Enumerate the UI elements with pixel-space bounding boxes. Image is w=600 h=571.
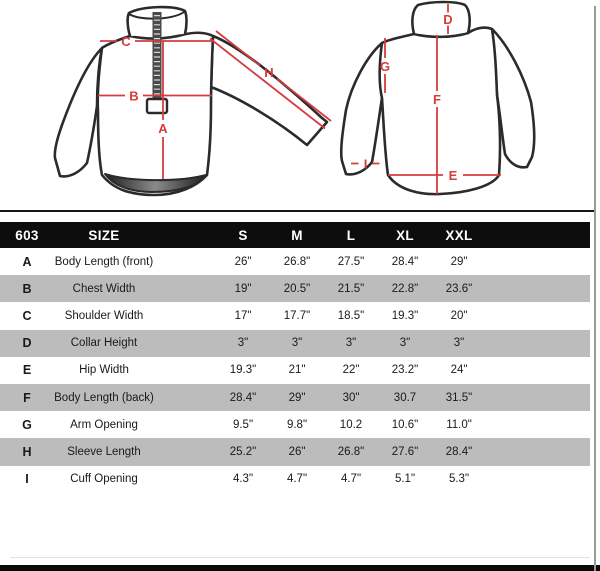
row-label: Cuff Opening (70, 473, 138, 486)
cell-value: 9.8" (286, 418, 308, 431)
label-C: C (121, 34, 131, 49)
row-label: Body Length (front) (54, 255, 154, 268)
back-left-sleeve (341, 43, 382, 174)
bottom-faint-rule (10, 557, 590, 558)
cell-value: 28.4" (445, 445, 473, 458)
cell-value: 5.1" (394, 473, 416, 486)
jacket-front-view (55, 7, 327, 195)
row-letter: H (22, 444, 32, 459)
label-I: I (363, 156, 368, 172)
front-left-sleeve (55, 48, 102, 176)
size-header-label: SIZE (88, 227, 120, 243)
row-letter: D (22, 336, 32, 351)
col-header-xl: XL (396, 227, 414, 243)
cell-value: 30.7 (393, 391, 417, 404)
cell-value: 3" (345, 337, 357, 350)
cell-value: 10.6" (391, 418, 419, 431)
col-header-l: L (346, 227, 356, 243)
cell-value: 4.3" (232, 473, 254, 486)
cell-value: 20.5" (283, 282, 311, 295)
right-page-border (594, 6, 596, 571)
jacket-measurement-diagram (0, 0, 600, 210)
row-letter: E (22, 363, 32, 378)
row-letter: B (22, 281, 32, 296)
row-label: Arm Opening (70, 418, 138, 431)
cell-value: 17.7" (283, 309, 311, 322)
cell-value: 22.8" (391, 282, 419, 295)
cell-value: 3" (399, 337, 411, 350)
cell-value: 29" (450, 255, 468, 268)
table-row (0, 411, 590, 438)
label-D: D (443, 12, 453, 27)
cell-value: 26.8" (337, 445, 365, 458)
cell-value: 19.3" (391, 309, 419, 322)
cell-value: 28.4" (229, 391, 257, 404)
cell-value: 3" (453, 337, 465, 350)
cell-value: 31.5" (445, 391, 473, 404)
row-letter: F (23, 390, 31, 405)
table-row (0, 357, 590, 384)
table-row (0, 330, 590, 357)
back-body (380, 28, 500, 195)
col-header-xxl: XXL (445, 227, 473, 243)
row-letter: I (25, 472, 29, 487)
table-row (0, 275, 590, 302)
row-label: Shoulder Width (64, 309, 144, 322)
row-letter: G (22, 417, 32, 432)
label-E: E (448, 168, 458, 183)
cell-value: 9.5" (232, 418, 254, 431)
cell-value: 22" (342, 364, 360, 377)
cell-value: 26" (288, 445, 306, 458)
cell-value: 21" (288, 364, 306, 377)
cell-value: 10.2 (339, 418, 363, 431)
cell-value: 19.3" (229, 364, 257, 377)
row-letter: C (22, 308, 32, 323)
cell-value: 23.2" (391, 364, 419, 377)
cell-value: 3" (237, 337, 249, 350)
cell-value: 3" (291, 337, 303, 350)
cell-value: 27.5" (337, 255, 365, 268)
cell-value: 27.6" (391, 445, 419, 458)
front-zipper-pull (147, 99, 167, 113)
label-A: A (158, 121, 168, 136)
label-H: H (264, 65, 274, 80)
cell-value: 24" (450, 364, 468, 377)
bottom-black-bar (0, 565, 600, 571)
back-collar (412, 2, 469, 34)
label-G: G (379, 59, 391, 74)
row-label: Collar Height (70, 337, 138, 350)
cell-value: 28.4" (391, 255, 419, 268)
col-header-s: S (238, 227, 248, 243)
cell-value: 5.3" (448, 473, 470, 486)
table-row (0, 302, 590, 329)
cell-value: 26.8" (283, 255, 311, 268)
table-row (0, 466, 590, 493)
cell-value: 29" (288, 391, 306, 404)
row-label: Chest Width (72, 282, 136, 295)
table-row (0, 248, 590, 275)
cell-value: 19" (234, 282, 252, 295)
row-label: Hip Width (79, 364, 129, 377)
col-header-m: M (291, 227, 303, 243)
size-table (0, 210, 596, 493)
cell-value: 11.0" (446, 418, 472, 431)
cell-value: 4.7" (340, 473, 362, 486)
table-row (0, 438, 590, 465)
label-B: B (129, 88, 139, 104)
label-F: F (433, 92, 441, 107)
row-label: Sleeve Length (67, 445, 141, 458)
cell-value: 30" (342, 391, 360, 404)
size-table-header (0, 222, 590, 248)
cell-value: 21.5" (337, 282, 365, 295)
row-letter: A (22, 254, 32, 269)
cell-value: 17" (234, 309, 252, 322)
cell-value: 18.5" (337, 309, 365, 322)
product-code: 603 (15, 227, 39, 243)
cell-value: 23.6" (445, 282, 473, 295)
cell-value: 20" (450, 309, 468, 322)
cell-value: 26" (234, 255, 252, 268)
table-row (0, 384, 590, 411)
cell-value: 4.7" (286, 473, 308, 486)
cell-value: 25.2" (229, 445, 257, 458)
row-label: Body Length (back) (54, 391, 154, 404)
